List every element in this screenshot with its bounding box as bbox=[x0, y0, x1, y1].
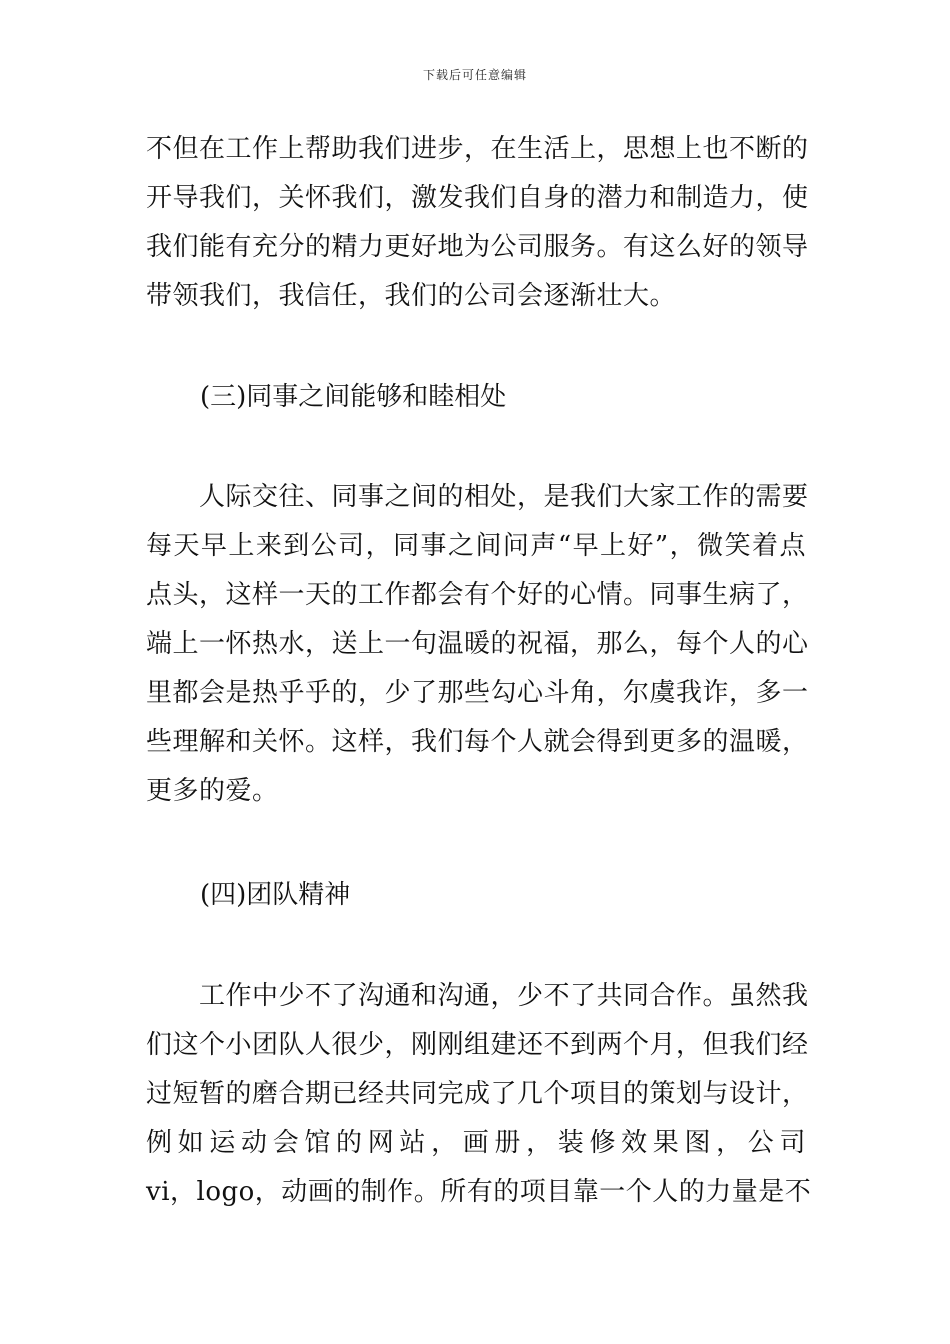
paragraph-line: 开导我们，关怀我们，激发我们自身的潜力和制造力，使 bbox=[146, 183, 809, 213]
paragraph-line: 不但在工作上帮助我们进步，在生活上，思想上也不断的 bbox=[146, 134, 809, 164]
paragraph-line: 些理解和关怀。这样，我们每个人就会得到更多的温暖， bbox=[146, 727, 809, 757]
paragraph-line: 端上一怀热水，送上一句温暖的祝福，那么，每个人的心 bbox=[146, 629, 809, 659]
section-heading-team-spirit: (四)团队精神 bbox=[200, 880, 351, 910]
download-note: 下载后可任意编辑 bbox=[422, 68, 527, 82]
paragraph-leadership bbox=[146, 125, 809, 321]
paragraph-line: 人际交往、同事之间的相处，是我们大家工作的需要 bbox=[146, 482, 809, 512]
paragraph-line: 例如运动会馆的网站，画册，装修效果图，公司 bbox=[146, 1128, 806, 1158]
paragraph-line: 我们能有充分的精力更好地为公司服务。有这么好的领导 bbox=[146, 232, 809, 262]
paragraph-line: 里都会是热乎乎的，少了那些勾心斗角，尔虞我诈，多一 bbox=[146, 678, 809, 708]
paragraph-line: 每天早上来到公司，同事之间问声“早上好”，微笑着点 bbox=[146, 531, 806, 561]
paragraph-line: 带领我们，我信任，我们的公司会逐渐壮大。 bbox=[146, 281, 677, 311]
paragraph-line: 点头，这样一天的工作都会有个好的心情。同事生病了， bbox=[146, 580, 809, 610]
paragraph-line: vi，logo，动画的制作。所有的项目靠一个人的力量是不 bbox=[146, 1177, 812, 1207]
paragraph-colleagues bbox=[146, 473, 809, 816]
paragraph-line: 过短暂的磨合期已经共同完成了几个项目的策划与设计， bbox=[146, 1079, 809, 1109]
paragraph-line: 工作中少不了沟通和沟通，少不了共同合作。虽然我 bbox=[146, 981, 809, 1011]
paragraph-line: 们这个小团队人很少，刚刚组建还不到两个月，但我们经 bbox=[146, 1030, 809, 1060]
section-heading-colleagues: (三)同事之间能够和睦相处 bbox=[200, 382, 507, 412]
paragraph-team-spirit bbox=[146, 972, 812, 1217]
paragraph-line: 更多的爱。 bbox=[146, 776, 279, 806]
